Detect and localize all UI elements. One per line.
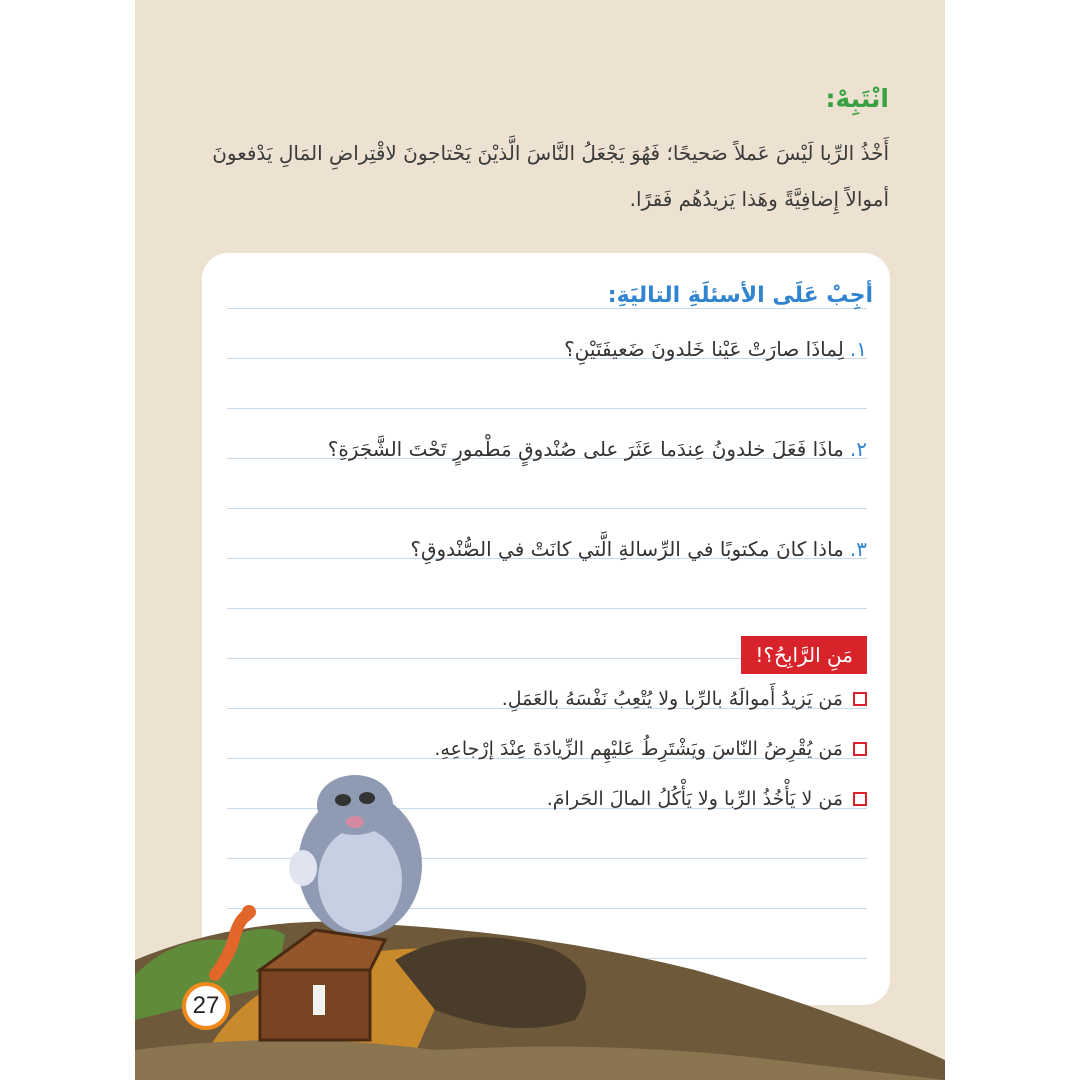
question-number: ٣.	[849, 537, 867, 561]
question-text: ماذَا فَعَلَ خلدونُ عِندَما عَثَرَ على صُنْدوقٍ مَطْمورٍ تَحْتَ الشَّجَرَةِ؟	[327, 437, 844, 461]
checkbox-icon[interactable]	[853, 692, 867, 706]
page-number: 27	[192, 992, 220, 1019]
option-text: مَن لا يَأْخُذُ الرِّبا ولا يَأْكُلُ المالَ الحَرامَ.	[546, 788, 843, 810]
question-text: لِماذَا صارَتْ عَيْنا خَلدونَ ضَعيفَتَيْنِ؟	[564, 337, 844, 361]
questions-heading: أجِبْ عَلَى الأسئلَةِ التاليَةِ:	[607, 283, 873, 308]
ruled-line	[227, 608, 867, 609]
ruled-line	[227, 508, 867, 509]
winner-option-1[interactable]	[502, 688, 867, 710]
ruled-line	[227, 308, 867, 309]
ruled-line	[227, 408, 867, 409]
checkbox-icon[interactable]	[853, 742, 867, 756]
option-text: مَن يَزيدُ أَموالَهُ بالرِّبا ولا يُتْعِبُ نَفْسَهُ بالعَمَلِ.	[501, 688, 843, 710]
question-1	[564, 337, 867, 361]
question-2	[328, 437, 867, 461]
page-number-badge	[182, 982, 230, 1030]
note-body: أَخْذُ الرِّبا لَيْسَ عَملاً صَحيحًا؛ فَهُوَ يَجْعَلُ النَّاسَ الَّذيْنَ يَحْتاجونَ لاقْتِراضِ المَالِ يَدْفعونَ أموالاً إِضافِيَّةً وهَذا يَزيدُهُم فَقرًا.	[212, 141, 889, 211]
question-number: ١.	[849, 337, 867, 361]
question-text: ماذا كانَ مكتوبًا في الرِّسالةِ الَّتي كانَتْ في الصُّنْدوقِ؟	[410, 537, 844, 561]
winner-label: مَنِ الرَّابِحُ؟!	[741, 636, 867, 674]
question-number: ٢.	[849, 437, 867, 461]
note-title: انْتَبِهْ:	[825, 84, 889, 113]
option-text: مَن يُقْرِضُ النّاسَ ويَشْتَرِطُ عَليْهِم الزِّيادَةَ عِنْدَ إرْجاعِهِ.	[434, 738, 843, 760]
winner-option-2[interactable]	[434, 738, 867, 760]
question-3	[410, 537, 867, 561]
mole-treasure-illustration	[135, 760, 945, 1080]
